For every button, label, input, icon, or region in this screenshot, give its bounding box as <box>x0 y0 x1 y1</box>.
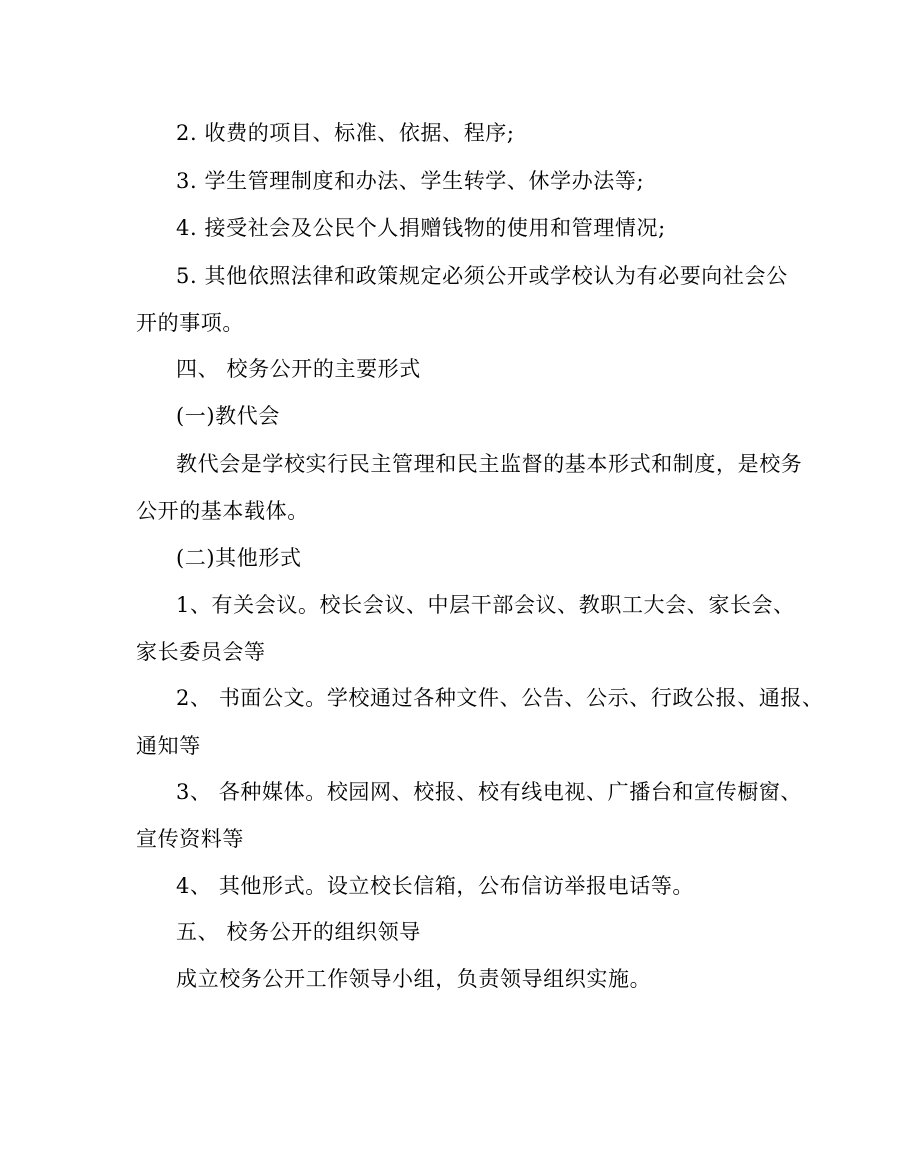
subsection-heading-staff-congress: (一)教代会 <box>176 404 280 428</box>
section-heading-leadership: 五、 校务公开的组织领导 <box>176 920 421 944</box>
subsection-heading-other-forms: (二)其他形式 <box>176 546 302 570</box>
list-item-other-matters: 5. 其他依照法律和政策规定必须公开或学校认为有必要向社会公 <box>176 264 788 288</box>
paragraph-leadership: 成立校务公开工作领导小组，负责领导组织实施。 <box>176 967 652 991</box>
list-item-media-continued: 宣传资料等 <box>136 827 244 851</box>
paragraph-staff-congress: 教代会是学校实行民主管理和民主监督的基本形式和制度，是校务 <box>176 452 803 476</box>
list-item-meetings-continued: 家长委员会等 <box>136 640 266 664</box>
list-item-donations: 4. 接受社会及公民个人捐赠钱物的使用和管理情况; <box>176 216 666 240</box>
section-heading-forms: 四、 校务公开的主要形式 <box>176 357 421 381</box>
list-item-meetings: 1、有关会议。校长会议、中层干部会议、教职工大会、家长会、 <box>176 593 795 617</box>
list-item-media: 3、 各种媒体。校园网、校报、校有线电视、广播台和宣传橱窗、 <box>176 780 803 804</box>
list-item-fee-items: 2. 收费的项目、标准、依据、程序; <box>176 121 515 145</box>
list-item-written-documents-continued: 通知等 <box>136 734 201 758</box>
list-item-student-management: 3. 学生管理制度和办法、学生转学、休学办法等; <box>176 169 645 193</box>
list-item-other-matters-continued: 开的事项。 <box>136 311 244 335</box>
list-item-written-documents: 2、 书面公文。学校通过各种文件、公告、公示、行政公报、通报、 <box>176 686 824 710</box>
list-item-other-methods: 4、 其他形式。设立校长信箱，公布信访举报电话等。 <box>176 874 695 898</box>
paragraph-staff-congress-continued: 公开的基本载体。 <box>136 499 309 523</box>
